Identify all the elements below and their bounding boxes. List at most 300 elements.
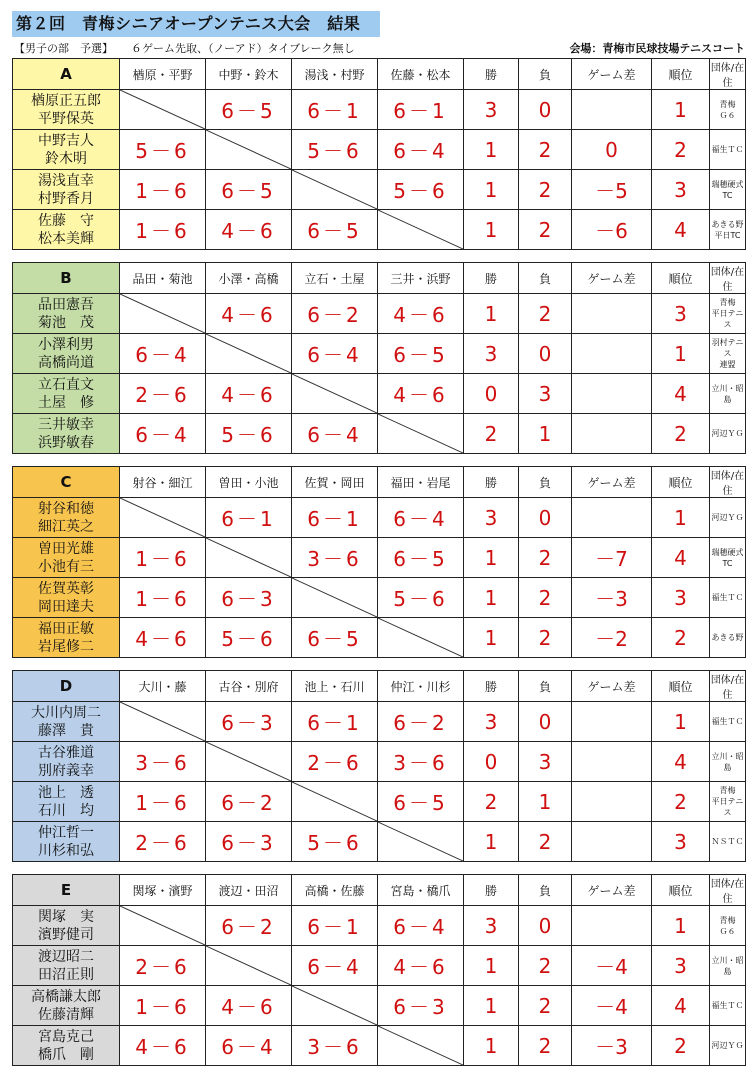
header-win: 勝 [464,875,519,906]
score-cell: 1－6 [120,210,206,250]
header-team: 団体/在住 [710,467,746,498]
self-match-cell [378,414,464,454]
self-match-cell [206,334,292,374]
diff-cell: －3 [572,578,652,618]
pair-header: 射谷・細江 [120,467,206,498]
team-line: 瑞穂硬式 [711,547,744,557]
header-rank: 順位 [652,875,710,906]
score-cell: 6－2 [206,782,292,822]
player-name: 佐藤清輝 [38,1006,94,1023]
player-names [13,1026,120,1066]
win-cell: 1 [464,946,519,986]
pair-header: 佐藤・松本 [378,59,464,90]
team-line: 平日TC [714,230,741,240]
score-cell: 6－5 [206,170,292,210]
header-rank: 順位 [652,671,710,702]
player-name: 湯浅直幸 [38,172,94,189]
player-row [13,782,746,822]
pair-header: 福田・岩尾 [378,467,464,498]
diagonal-line [206,334,291,373]
player-names [13,742,120,782]
team-cell [710,578,746,618]
team-cell [710,906,746,946]
player-name: 松本美輝 [38,230,94,247]
team-line: 立川・昭島 [711,751,744,772]
player-name: 関塚 実 [38,908,94,925]
player-row [13,374,746,414]
score-cell: 6－4 [292,414,378,454]
score-cell: 5－6 [378,578,464,618]
team-cell [710,130,746,170]
pair-header: 湯浅・村野 [292,59,378,90]
loss-cell: 1 [519,782,572,822]
rank-cell: 2 [652,414,710,454]
player-name: 佐藤 守 [38,212,94,229]
player-name: 品田憲吾 [38,296,94,313]
score-cell: 6－4 [120,414,206,454]
player-names [13,294,120,334]
score-cell: 2－6 [120,374,206,414]
team-line: 河辺ＹＧ [711,513,744,522]
pair-header: 品田・菊池 [120,263,206,294]
score-cell: 3－6 [292,1026,378,1066]
team-cell [710,702,746,742]
diagonal-line [378,414,463,453]
self-match-cell [120,702,206,742]
pair-header: 宮島・橋爪 [378,875,464,906]
group-header-row [13,671,746,702]
loss-cell: 2 [519,538,572,578]
header-team: 団体/在住 [710,875,746,906]
loss-cell: 2 [519,1026,572,1066]
team-cell [710,782,746,822]
diagonal-line [206,130,291,169]
player-names [13,90,120,130]
player-row [13,170,746,210]
header-rank: 順位 [652,263,710,294]
score-cell: 4－6 [120,618,206,658]
win-cell: 2 [464,414,519,454]
header-loss: 負 [519,671,572,702]
player-row [13,90,746,130]
diff-cell: －2 [572,618,652,658]
score-cell: 3－6 [378,742,464,782]
player-name: 石川 均 [38,802,94,819]
self-match-cell [120,90,206,130]
pair-header: 三井・浜野 [378,263,464,294]
team-line: あきる野 [711,633,744,642]
loss-cell: 3 [519,742,572,782]
diff-cell: －3 [572,1026,652,1066]
player-row [13,822,746,862]
player-names [13,782,120,822]
player-name: 池上 透 [38,784,94,801]
pair-header: 立石・土屋 [292,263,378,294]
self-match-cell [378,822,464,862]
self-match-cell [378,618,464,658]
player-names [13,170,120,210]
score-cell: 6－5 [206,90,292,130]
division-label: 【男子の部 予選】 [14,42,113,55]
diagonal-line [378,1026,463,1065]
player-names [13,414,120,454]
rank-cell: 3 [652,822,710,862]
win-cell: 0 [464,374,519,414]
win-cell: 1 [464,210,519,250]
win-cell: 1 [464,538,519,578]
team-cell [710,946,746,986]
pair-header: 佐賀・岡田 [292,467,378,498]
self-match-cell [206,946,292,986]
self-match-cell [292,578,378,618]
player-name: 鈴木明 [45,150,87,167]
diff-cell: －4 [572,946,652,986]
loss-cell: 2 [519,986,572,1026]
pair-header: 大川・藤 [120,671,206,702]
diff-cell [572,906,652,946]
team-line: 河辺ＹＧ [711,429,744,438]
pair-header: 中野・鈴木 [206,59,292,90]
player-name: 藤澤 貴 [38,722,94,739]
team-cell [710,822,746,862]
player-name: 高橋謙太郎 [31,988,101,1005]
rule-text: ６ゲーム先取、（ノーアド）タイブレーク無し [131,42,355,55]
score-cell: 4－6 [378,946,464,986]
score-cell: 6－5 [378,782,464,822]
pair-header: 仲江・川杉 [378,671,464,702]
score-cell: 4－6 [378,294,464,334]
player-names [13,618,120,658]
team-line: 青梅 [719,99,736,109]
win-cell: 1 [464,986,519,1026]
diagonal-line [206,946,291,985]
page-title: 第２回 青梅シニアオープンテニス大会 結果 [12,11,380,37]
loss-cell: 2 [519,210,572,250]
loss-cell: 0 [519,90,572,130]
player-name: 中野吉人 [38,132,94,149]
team-cell [710,742,746,782]
player-name: 菊池 茂 [38,314,94,331]
header-loss: 負 [519,467,572,498]
win-cell: 1 [464,294,519,334]
header-team: 団体/在住 [710,59,746,90]
player-row [13,742,746,782]
player-row [13,1026,746,1066]
group-header-row [13,467,746,498]
rank-cell: 3 [652,946,710,986]
player-names [13,210,120,250]
diff-cell: －7 [572,538,652,578]
player-name: 高橋尚道 [38,354,94,371]
self-match-cell [378,1026,464,1066]
win-cell: 3 [464,498,519,538]
score-cell: 1－6 [120,578,206,618]
self-match-cell [292,986,378,1026]
team-cell [710,334,746,374]
rank-cell: 4 [652,374,710,414]
loss-cell: 2 [519,618,572,658]
player-name: 細江英之 [38,518,94,535]
player-name: 川杉和弘 [38,842,94,859]
team-line: TC [722,558,733,568]
loss-cell: 2 [519,294,572,334]
team-line: あきる野 [711,219,744,229]
diagonal-line [120,294,205,333]
group-header-row [13,59,746,90]
player-name: 土屋 修 [38,394,94,411]
team-cell [710,1026,746,1066]
team-line: 福生ＴＣ [711,1001,744,1010]
player-row [13,334,746,374]
rank-cell: 3 [652,578,710,618]
loss-cell: 2 [519,946,572,986]
loss-cell: 2 [519,578,572,618]
win-cell: 1 [464,1026,519,1066]
group-table-d [12,670,746,862]
diff-cell [572,334,652,374]
player-names [13,498,120,538]
diagonal-line [120,702,205,741]
score-cell: 6－1 [292,906,378,946]
team-cell [710,90,746,130]
self-match-cell [120,294,206,334]
win-cell: 1 [464,822,519,862]
score-cell: 6－2 [378,702,464,742]
player-name: 射谷和徳 [38,500,94,517]
diff-cell [572,374,652,414]
pair-header: 関塚・濱野 [120,875,206,906]
rank-cell: 3 [652,170,710,210]
player-row [13,294,746,334]
diff-cell [572,822,652,862]
player-name: 大川内周二 [31,704,101,721]
team-line: 青梅 [719,915,736,925]
player-names [13,702,120,742]
header-diff: ゲーム差 [572,875,652,906]
team-cell [710,294,746,334]
player-name: 楢原正五郎 [31,92,101,109]
player-row [13,210,746,250]
team-line: 福生ＴＣ [711,717,744,726]
diff-cell [572,702,652,742]
header-team: 団体/在住 [710,263,746,294]
win-cell: 1 [464,578,519,618]
player-row [13,702,746,742]
player-names [13,130,120,170]
pair-header: 高橋・佐藤 [292,875,378,906]
self-match-cell [292,170,378,210]
diff-cell: －5 [572,170,652,210]
team-line: Ｇ６ [719,110,736,120]
loss-cell: 3 [519,374,572,414]
diagonal-line [292,578,377,617]
pair-header: 池上・石川 [292,671,378,702]
loss-cell: 2 [519,170,572,210]
player-name: 渡辺昭二 [38,948,94,965]
win-cell: 0 [464,742,519,782]
header-win: 勝 [464,59,519,90]
rank-cell: 4 [652,742,710,782]
player-row [13,498,746,538]
player-name: 曽田光雄 [38,540,94,557]
team-line: TC [722,190,733,200]
score-cell: 6－2 [206,906,292,946]
player-name: 村野香月 [38,190,94,207]
player-name: 田沼正則 [38,966,94,983]
score-cell: 3－6 [292,538,378,578]
team-line: Ｇ６ [719,926,736,936]
group-name: B [13,263,120,294]
rank-cell: 4 [652,210,710,250]
score-cell: 6－4 [378,906,464,946]
team-cell [710,498,746,538]
player-names [13,906,120,946]
score-cell: 1－6 [120,170,206,210]
team-line: 福生ＴＣ [711,593,744,602]
diagonal-line [206,538,291,577]
win-cell: 1 [464,170,519,210]
win-cell: 1 [464,130,519,170]
player-names [13,946,120,986]
self-match-cell [120,498,206,538]
diagonal-line [292,374,377,413]
pair-header: 曽田・小池 [206,467,292,498]
diagonal-line [292,986,377,1025]
score-cell: 2－6 [292,742,378,782]
diagonal-line [378,210,463,249]
group-name: A [13,59,120,90]
diagonal-line [206,742,291,781]
team-line: 平日テニス [711,309,744,329]
diagonal-line [120,498,205,537]
diff-cell: －6 [572,210,652,250]
score-cell: 4－6 [120,1026,206,1066]
win-cell: 1 [464,618,519,658]
team-line: 立川・昭島 [711,383,744,404]
group-header-row [13,875,746,906]
diff-cell [572,742,652,782]
loss-cell: 0 [519,334,572,374]
self-match-cell [292,374,378,414]
player-name: 浜野敏春 [38,434,94,451]
score-cell: 6－4 [206,1026,292,1066]
header-win: 勝 [464,671,519,702]
header-diff: ゲーム差 [572,59,652,90]
score-cell: 6－3 [378,986,464,1026]
self-match-cell [378,210,464,250]
player-name: 佐賀英彰 [38,580,94,597]
score-cell: 4－6 [206,374,292,414]
header-rank: 順位 [652,59,710,90]
win-cell: 3 [464,906,519,946]
player-name: 小池有三 [38,558,94,575]
rank-cell: 2 [652,618,710,658]
rank-cell: 1 [652,498,710,538]
rank-cell: 2 [652,782,710,822]
loss-cell: 2 [519,822,572,862]
team-cell [710,374,746,414]
diff-cell [572,90,652,130]
team-line: 連盟 [719,360,736,369]
self-match-cell [206,538,292,578]
player-name: 岡田達夫 [38,598,94,615]
player-names [13,334,120,374]
diff-cell [572,294,652,334]
loss-cell: 0 [519,906,572,946]
team-line: 青梅 [719,298,736,307]
score-cell: 3－6 [120,742,206,782]
pair-header: 古谷・別府 [206,671,292,702]
pair-header: 小澤・高橋 [206,263,292,294]
diff-cell [572,414,652,454]
header-loss: 負 [519,59,572,90]
header-diff: ゲーム差 [572,671,652,702]
header-team: 団体/在住 [710,671,746,702]
team-cell [710,986,746,1026]
diagonal-line [292,170,377,209]
rank-cell: 2 [652,130,710,170]
team-cell [710,618,746,658]
header-diff: ゲーム差 [572,263,652,294]
win-cell: 2 [464,782,519,822]
player-name: 古谷雅道 [38,744,94,761]
loss-cell: 1 [519,414,572,454]
rank-cell: 2 [652,1026,710,1066]
team-line: ＮＳＴＣ [711,837,744,846]
header-loss: 負 [519,875,572,906]
rank-cell: 4 [652,986,710,1026]
player-name: 三井敏幸 [38,416,94,433]
score-cell: 6－5 [292,210,378,250]
header-win: 勝 [464,467,519,498]
score-cell: 6－1 [206,498,292,538]
player-name: 宮島克己 [38,1028,94,1045]
player-name: 橋爪 剛 [38,1046,94,1063]
header-rank: 順位 [652,467,710,498]
self-match-cell [206,742,292,782]
subheader [12,40,745,58]
diff-cell [572,498,652,538]
win-cell: 3 [464,702,519,742]
rank-cell: 1 [652,906,710,946]
player-names [13,986,120,1026]
score-cell: 5－6 [206,414,292,454]
player-name: 立石直文 [38,376,94,393]
score-cell: 6－4 [292,946,378,986]
group-name: D [13,671,120,702]
team-line: 羽村テニス [711,338,744,358]
diagonal-line [120,90,205,129]
player-name: 福田正敏 [38,620,94,637]
loss-cell: 0 [519,498,572,538]
diff-cell [572,782,652,822]
score-cell: 4－6 [378,374,464,414]
rank-cell: 1 [652,90,710,130]
score-cell: 5－6 [292,822,378,862]
win-cell: 3 [464,334,519,374]
team-cell [710,538,746,578]
diff-cell: 0 [572,130,652,170]
rank-cell: 1 [652,702,710,742]
score-cell: 4－6 [206,294,292,334]
score-cell: 6－5 [378,334,464,374]
player-name: 小澤利男 [38,336,94,353]
player-name: 濱野健司 [38,926,94,943]
score-cell: 6－1 [292,498,378,538]
team-cell [710,170,746,210]
self-match-cell [120,906,206,946]
group-table-c [12,466,746,658]
